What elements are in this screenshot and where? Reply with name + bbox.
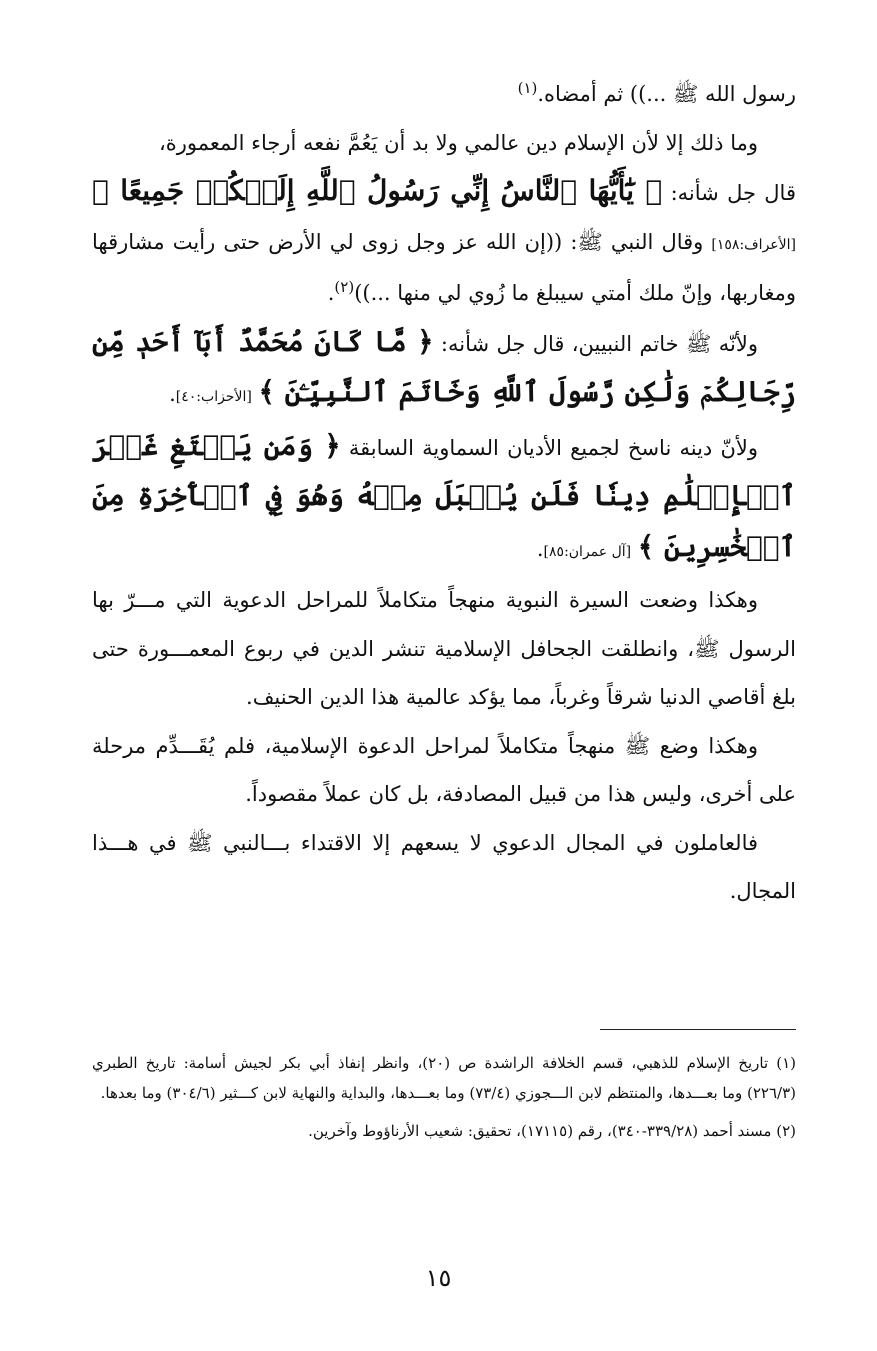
- verse-reference-ahzab: [الأحزاب:٤٠]: [175, 389, 252, 405]
- quran-verse-al-imran: ﴿ وَمَن يَبۡتَغِ غَيۡرَ ٱلۡإِسۡلَٰمِ دِينٗا فَلَن يُقۡبَلَ مِنۡهُ وَهُوَ فِي ٱلۡأٓخِرَةِ مِنَ ٱلۡخَٰسِرِينَ ﴾: [92, 428, 796, 563]
- paragraph-5-intro: ولأنّ دينه ناسخ لجميع الأديان السماوية السابقة: [348, 435, 758, 460]
- paragraph-1: [92, 70, 796, 119]
- quran-verse-ahzab: ﴿ مَّا كَانَ مُحَمَّدٌ أَبَآ أَحَدٖ مِّن رِّجَالِكُمۡ وَلَٰكِن رَّسُولَ ٱللَّهِ وَخَاتَمَ ٱلنَّبِيِّـۧنَ ﴾: [92, 324, 796, 408]
- paragraph-6: وهكذا وضعت السيرة النبوية منهجاً متكاملاً للمراحل الدعوية التي مـــرّ بها الرسول ﷺ، وانطلقت الجحافل الإسلامية تنشر الدين في ربوع المعمـــورة حتى بلغ أقاصي الدنيا شرقاً وغرباً، مما يؤكد عالمية هذا الدين الحنيف.: [92, 588, 796, 709]
- paragraph-3-intro: قال جل شأنه:: [670, 181, 796, 205]
- footnote-1: (١) تاريخ الإسلام للذهبي، قسم الخلافة الراشدة ص (٢٠)، وانظر إنفاذ أبي بكر لجيش أسامة: تاريخ الطبري (٢٢٦/٣) وما بعـــدها، والمنتظم لابن الـــجوزي (٧٣/٤) وما بعـــدها، والبداية والنهاية لابن كـــثير (٣٠٤/٦) وما بعدها.: [92, 1054, 796, 1102]
- page-number: ١٥: [425, 1264, 452, 1292]
- paragraph-2: وما ذلك إلا لأن الإسلام دين عالمي ولا بد أن يَعُمَّ نفعه أرجاء المعمورة،: [158, 130, 758, 155]
- footnote-marker-2: (٢): [334, 278, 355, 296]
- paragraph-8: فالعاملون في المجال الدعوي لا يسعهم إلا الاقتداء بـــالنبي ﷺ في هـــذا المجال.: [92, 830, 796, 903]
- paragraph-4-intro: ولأنّه ﷺ خاتم النبيين، قال جل شأنه:: [440, 331, 758, 356]
- quran-verse-araf: ﴿ يَٰٓأَيُّهَا ٱلنَّاسُ إِنِّي رَسُولُ ٱللَّهِ إِلَيۡكُمۡ جَمِيعًا ﴾: [92, 174, 663, 207]
- footnote-2: (٢) مسند أحمد (٣٣٩/٢٨-٣٤٠)، رقم (١٧١١٥)، تحقيق: شعيب الأرناؤوط وآخرين.: [308, 1122, 796, 1140]
- paragraph-5: ولأنّ دينه ناسخ لجميع الأديان السماوية السابقة ﴿ وَمَن يَبۡتَغِ غَيۡرَ ٱلۡإِسۡلَٰمِ دِينٗا فَلَن يُقۡبَلَ مِنۡهُ وَهُوَ فِي ٱلۡأٓخِرَةِ مِنَ ٱلۡخَٰسِرِينَ ﴾ [آل عمران:٨٥].: [92, 428, 796, 563]
- paragraph-4: ولأنّه ﷺ خاتم النبيين، قال جل شأنه: ﴿ مَّا كَانَ مُحَمَّدٌ أَبَآ أَحَدٖ مِّن رِّجَالِكُمۡ وَلَٰكِن رَّسُولَ ٱللَّهِ وَخَاتَمَ ٱلنَّبِيِّـۧنَ ﴾ [الأحزاب:٤٠].: [92, 324, 796, 408]
- footnote-marker-1: (١): [517, 79, 538, 97]
- hadith-text: وقال النبي ﷺ: ((إن الله عز وجل زوى لي الأرض حتى رأيت مشارقها ومغاربها، وإنّ ملك أمتي سيبلغ ما زُوي لي منها ...)): [92, 229, 796, 305]
- verse-reference-al-imran: [آل عمران:٨٥]: [543, 543, 632, 560]
- main-text: [92, 70, 796, 916]
- paragraph-1-text: رسول الله ﷺ ...)) ثم أمضاه.: [537, 82, 796, 106]
- paragraph-3: قال جل شأنه: ﴿ يَٰٓأَيُّهَا ٱلنَّاسُ إِنِّي رَسُولُ ٱللَّهِ إِلَيۡكُمۡ جَمِيعًا ﴾ [الأعراف:١٥٨] وقال النبي ﷺ: ((إن الله عز وجل زوى لي الأرض حتى رأيت مشارقها ومغاربها، وإنّ ملك أمتي سيبلغ ما زُوي لي منها ...))$^{(٢)}$.: [92, 174, 796, 305]
- footnotes: [92, 1048, 796, 1154]
- paragraph-7: وهكذا وضع ﷺ منهجاً متكاملاً لمراحل الدعوة الإسلامية، فلم يُقَـــدِّم مرحلة على أخرى، وليس هذا من قبيل المصادفة، بل كان عملاً مقصوداً.: [92, 733, 796, 806]
- footnote-separator: [600, 1029, 796, 1030]
- verse-reference-araf: [الأعراف:١٥٨]: [711, 236, 796, 253]
